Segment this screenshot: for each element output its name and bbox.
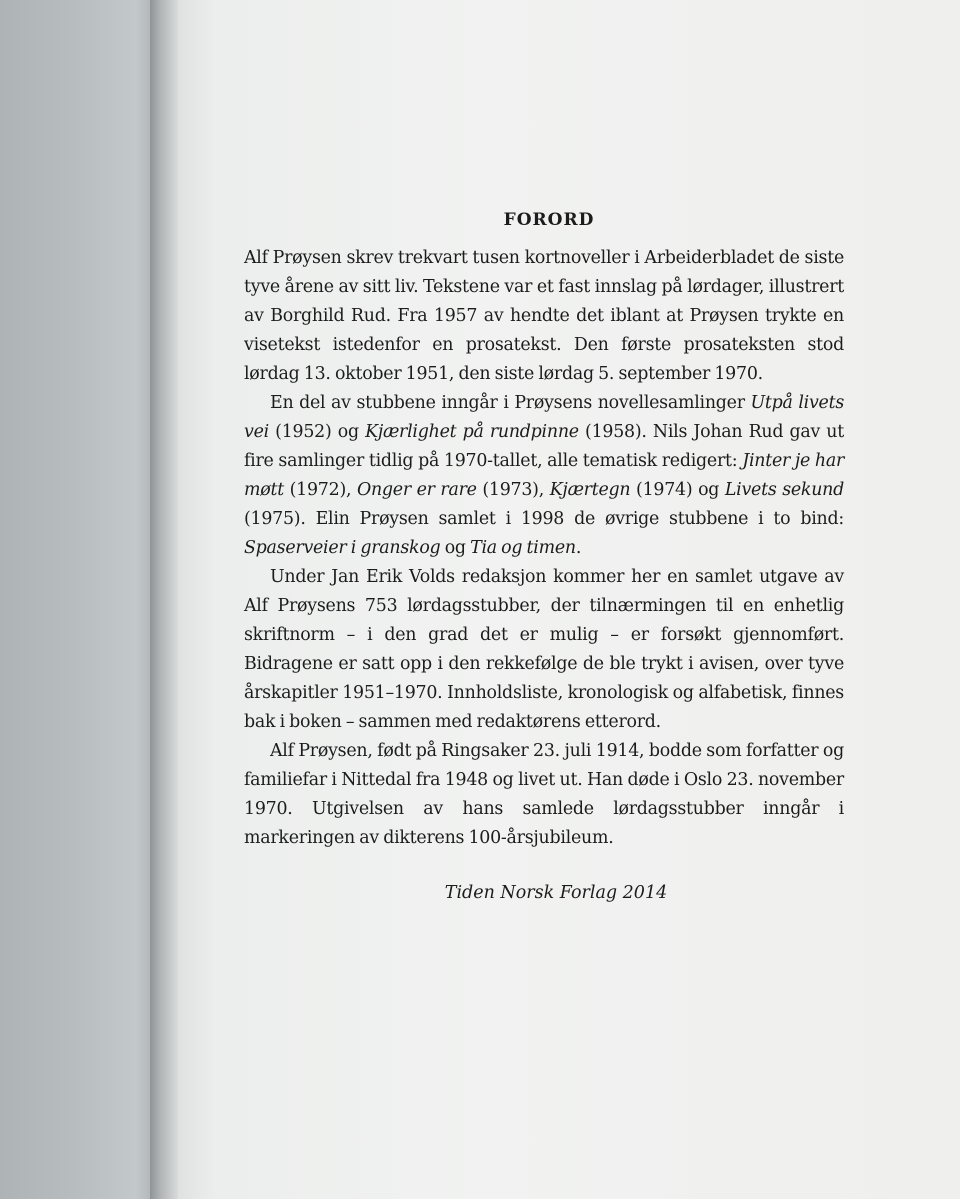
- p2-text: (1952) og: [268, 422, 366, 442]
- paragraph-3: Under Jan Erik Volds redaksjon kommer her en samlet utgave av Alf Prøysens 753 lørdagsstubber, der tilnærmingen til en enhetlig skriftnorm – i den grad det er mulig – er forsøkt gjennomført. Bidragene er satt opp i den rekkefølge de ble trykt i avisen, over tyve årskapitler 1951–1970. Innholdsliste, kronologisk og alfabetisk, finnes bak i boken – sammen med redaktørens etterord.: [244, 567, 844, 732]
- book-title: Kjærtegn: [549, 480, 631, 500]
- p2-text: En del av stubbene inngår i Prøysens novellesamlinger: [270, 393, 751, 413]
- p2-text: (1958). Nils Johan Rud gav ut fire samlinger tidlig på 1970-tallet, alle tematisk redigert:: [244, 422, 844, 471]
- publisher-signature: Tiden Norsk Forlag 2014: [444, 883, 668, 903]
- book-title: Tia og timen: [470, 538, 576, 558]
- foreword-text: [244, 200, 844, 903]
- book-title: Onger er rare: [356, 480, 477, 500]
- paragraph-1: Alf Prøysen skrev trekvart tusen kortnoveller i Arbeiderbladet de siste tyve årene av sitt liv. Tekstene var et fast innslag på lørdager, illustrert av Borghild Rud. Fra 1957 av hendte det iblant at Prøysen trykte en visetekst istedenfor en prosatekst. Den første prosateksten stod lørdag 13. oktober 1951, den siste lørdag 5. september 1970.: [244, 248, 844, 384]
- p2-text: (1972),: [283, 480, 357, 500]
- paragraph-4: Alf Prøysen, født på Ringsaker 23. juli 1914, bodde som forfatter og familiefar i Nittedal fra 1948 og livet ut. Han døde i Oslo 23. november 1970. Utgivelsen av hans samlede lørdagsstubber inngår i markeringen av dikterens 100-årsjubileum.: [244, 741, 844, 848]
- book-title: Jinter je har møtt: [244, 451, 845, 500]
- book-title: Utpå livets vei: [244, 393, 844, 442]
- book-title: Spaserveier i granskog: [244, 538, 441, 558]
- p2-text: og: [440, 538, 471, 558]
- p2-text: (1974) og: [630, 480, 725, 500]
- book-title: Kjærlighet på rundpinne: [365, 422, 579, 442]
- p2-text: (1973),: [476, 480, 550, 500]
- left-page: [0, 0, 160, 1199]
- book-title: Livets sekund: [724, 480, 844, 500]
- p2-text: .: [575, 538, 582, 558]
- p2-text: (1975). Elin Prøysen samlet i 1998 de øvrige stubbene i to bind:: [244, 509, 844, 529]
- book-gutter: [150, 0, 178, 1199]
- paragraph-2: [244, 389, 844, 563]
- page-heading: FORORD: [503, 210, 595, 230]
